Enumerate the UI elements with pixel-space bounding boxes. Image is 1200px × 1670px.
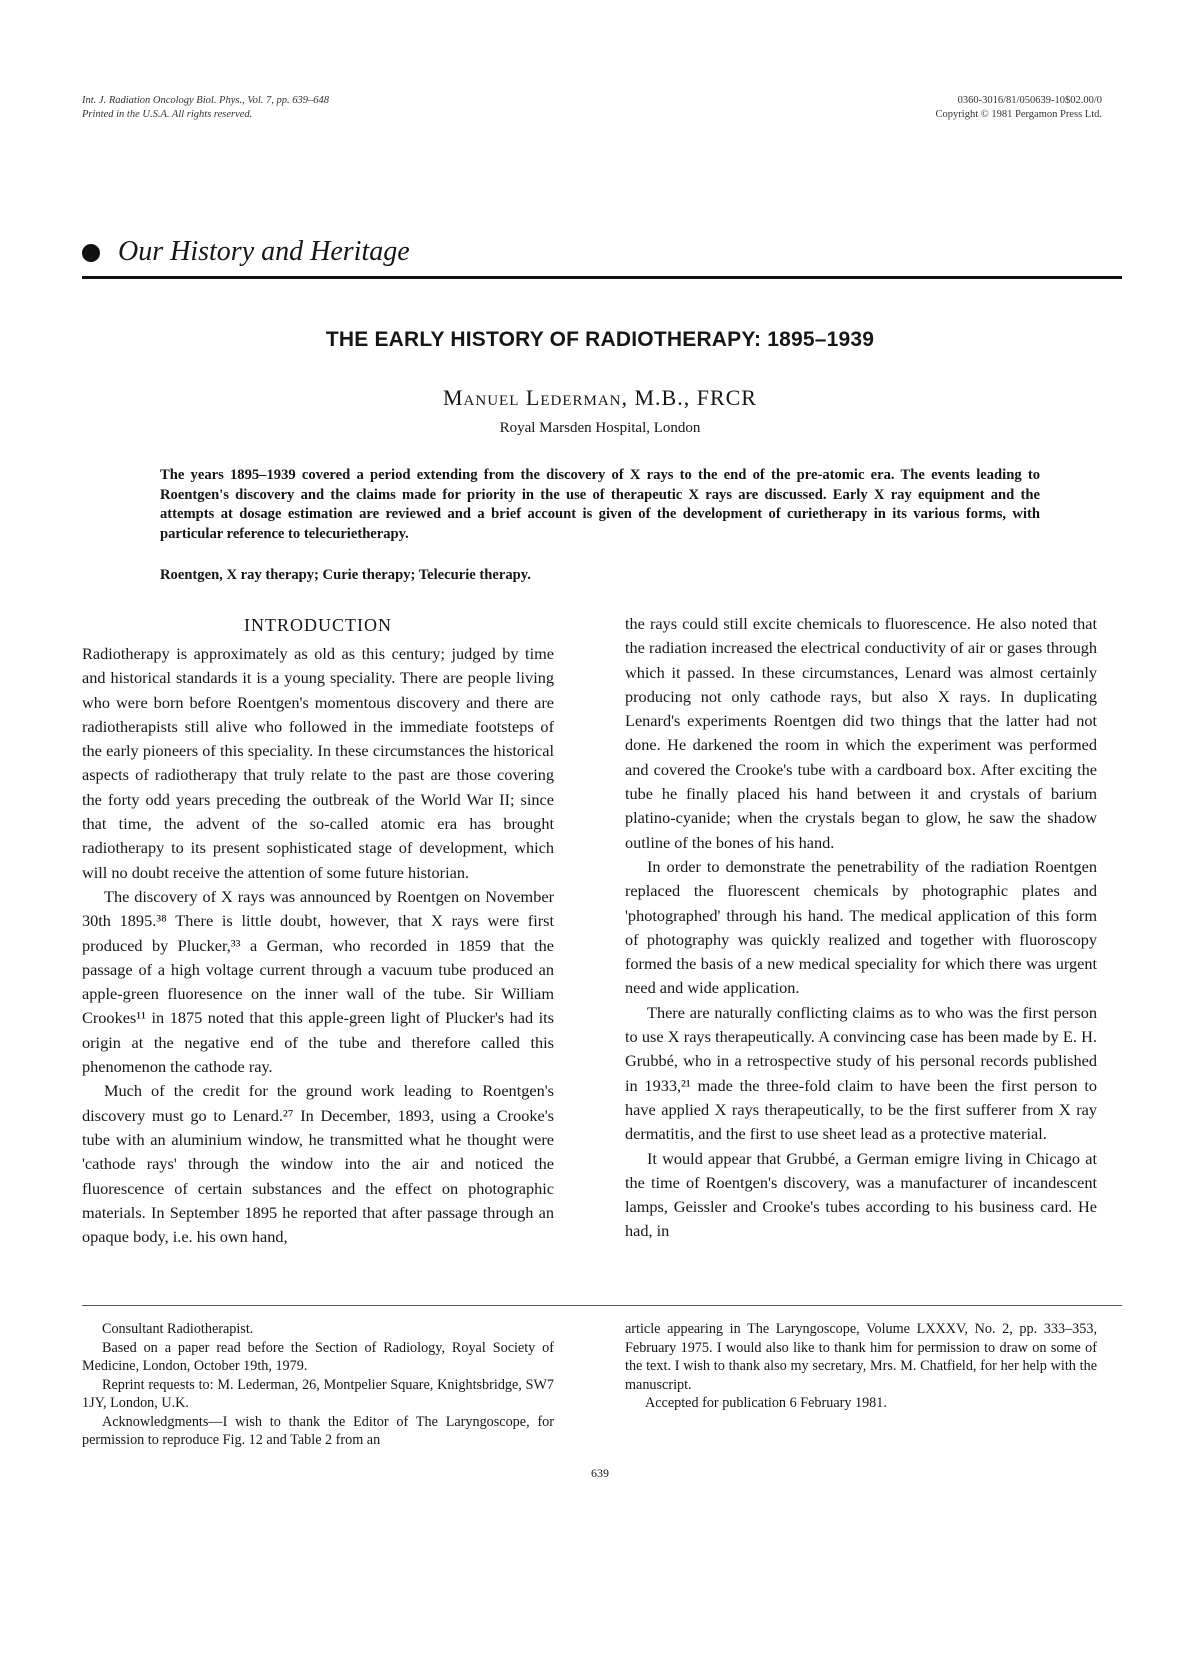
printed-notice-line: Printed in the U.S.A. All rights reserved. xyxy=(82,109,253,120)
footnote: Acknowledgments—I wish to thank the Editor of The Laryngoscope, for permission to reproduce Fig. 12 and Table 2 from an xyxy=(82,1413,554,1448)
footnotes-right xyxy=(625,1320,1097,1413)
left-column xyxy=(82,612,554,1249)
paragraph: The discovery of X rays was announced by Roentgen on November 30th 1895.³⁸ There is little doubt, however, that X rays were first produced by Plucker,³³ a German, who recorded in 1859 that the passage of a high voltage current through a vacuum tube produced an apple-green fluoresence on the inner wall of the tube. Sir William Crookes¹¹ in 1875 noted that this apple-green light of Plucker's had its origin at the negative end of the tube and therefore called this phenomenon the cathode ray. xyxy=(82,886,554,1077)
author-name: Manuel Lederman, M.B., FRCR xyxy=(443,385,757,410)
section-divider xyxy=(82,276,1122,279)
footnote: Based on a paper read before the Section of Radiology, Royal Society of Medicine, London, October 19th, 1979. xyxy=(82,1339,554,1374)
footnote: Reprint requests to: M. Lederman, 26, Montpelier Square, Knightsbridge, SW7 1JY, London, U.K. xyxy=(82,1376,554,1411)
footnote-divider xyxy=(82,1305,1122,1306)
paragraph: In order to demonstrate the penetrability of the radiation Roentgen replaced the fluorescent chemicals by photographic plates and 'photographed' through his hand. The medical application of this form of photography was quickly realized and together with fluoroscopy formed the basis of a new medical speciality for which there was urgent need and wide application. xyxy=(625,856,1097,998)
author-affiliation: Royal Marsden Hospital, London xyxy=(499,420,701,436)
keywords: Roentgen, X ray therapy; Curie therapy; Telecurie therapy. xyxy=(160,567,531,583)
journal-citation-line: Int. J. Radiation Oncology Biol. Phys., Vol. 7, pp. 639–648 xyxy=(82,95,330,106)
issn-line: 0360-3016/81/050639-10$02.00/0 xyxy=(957,95,1102,106)
footnote: Consultant Radiotherapist. xyxy=(102,1321,254,1337)
paragraph: the rays could still excite chemicals to fluorescence. He also noted that the radiation increased the electrical conductivity of air or gases through which it passed. In these circumstances, Lenard was almost certainly producing not only cathode rays, but also X rays. In duplicating Lenard's experiments Roentgen did two things that the latter had not done. He darkened the room in which the experiment was performed and covered the Crooke's tube with a cardboard box. After exciting the tube he finally placed his hand between it and crystals of barium platino-cyanide; when the crystals began to glow, he saw the shadow outline of the bones of his hand. xyxy=(625,614,1097,852)
copyright-line: Copyright © 1981 Pergamon Press Ltd. xyxy=(935,109,1102,120)
journal-citation xyxy=(82,94,329,122)
bullet-icon xyxy=(82,244,100,262)
article-title: THE EARLY HISTORY OF RADIOTHERAPY: 1895–1939 xyxy=(325,328,875,351)
paragraph: Radiotherapy is approximately as old as this century; judged by time and historical standards it is a young speciality. There are people living who were born before Roentgen's momentous discovery and there are radiotherapists still alive who followed in the immediate footsteps of the early pioneers of this speciality. In these circumstances the historical aspects of radiotherapy that truly relate to the past are those covering the forty odd years preceding the outbreak of the World War II; since that time, the advent of the so-called atomic era has brought radiotherapy to its present sophisticated stage of development, which will no doubt receive the attention of some future historian. xyxy=(82,644,554,882)
copyright-info xyxy=(936,94,1102,122)
footnote: Accepted for publication 6 February 1981. xyxy=(645,1395,887,1411)
section-label: Our History and Heritage xyxy=(118,236,410,267)
paragraph: There are naturally conflicting claims as to who was the first person to use X rays therapeutically. A convincing case has been made by E. H. Grubbé, who in a retrospective study of his personal records published in 1933,²¹ made the three-fold claim to have been the first person to have applied X rays therapeutically, to be the first sufferer from X ray dermatitis, and the first to use sheet lead as a protective material. xyxy=(625,1002,1097,1144)
abstract: The years 1895–1939 covered a period extending from the discovery of X rays to the end of the pre-atomic era. The events leading to Roentgen's discovery and the claims made for priority in the use of therapeutic X rays are discussed. Early X ray equipment and the attempts at dosage estimation are reviewed and a brief account is given of the development of curietherapy in its various forms, with particular reference to telecurietherapy. xyxy=(160,467,1040,542)
paragraph: It would appear that Grubbé, a German emigre living in Chicago at the time of Roentgen's discovery, was a manufacturer of incandescent lamps, Geissler and Crooke's tubes according to his business card. He had, in xyxy=(625,1148,1097,1241)
section-heading: INTRODUCTION xyxy=(244,615,392,635)
footnotes-left xyxy=(82,1320,554,1450)
right-column xyxy=(625,612,1097,1244)
footnote: article appearing in The Laryngoscope, Volume LXXXV, No. 2, pp. 333–353, February 1975. I would also like to thank him for permission to draw on some of the text. I wish to thank also my secretary, Mrs. M. Chatfield, for her help with the manuscript. xyxy=(625,1321,1097,1393)
page-number: 639 xyxy=(591,1466,609,1480)
paragraph: Much of the credit for the ground work leading to Roentgen's discovery must go to Lenard.²⁷ In December, 1893, using a Crooke's tube with an aluminium window, he transmitted what he thought were 'cathode rays' through the window into the air and noticed the fluorescence of certain substances and the effect on photographic materials. In September 1895 he reported that after passage through an opaque body, i.e. his own hand, xyxy=(82,1081,554,1247)
